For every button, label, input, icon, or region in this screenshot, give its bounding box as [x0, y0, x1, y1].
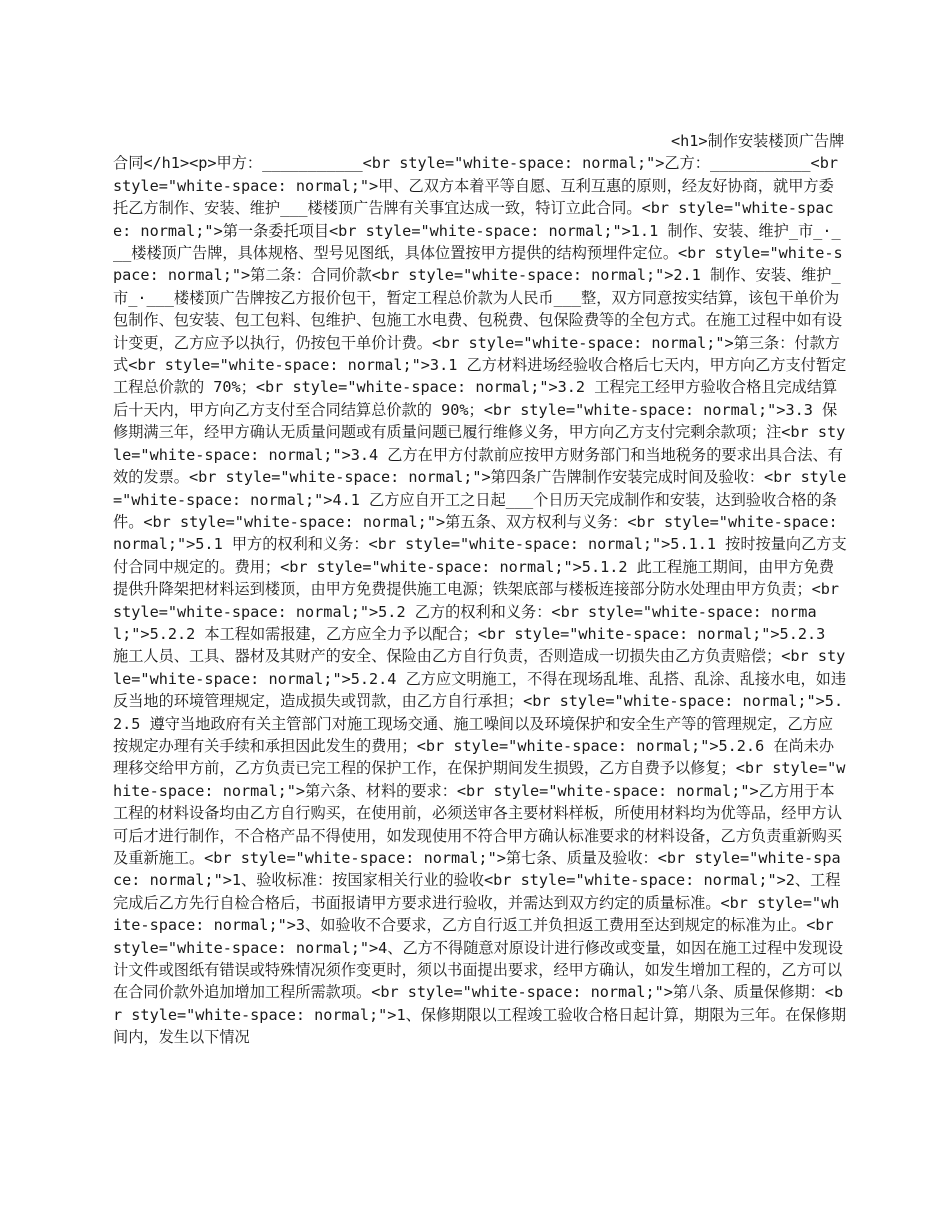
contract-body-text: <h1>制作安装楼顶广告牌合同</h1><p>甲方：___________<br style="white-space: normal;">乙方：___________<br style="white-space: normal;">甲、乙双方本着平等自愿、互利互惠的原则，经友好协商，就甲方委托乙方制作、安装、维护___楼楼顶广告牌有关事宜达成一致，特订立此合同。<br style="white-space: normal;">第一条委托项目<br style="white-space: normal;">1.1 制作、安装、维护_市_·___楼楼顶广告牌，具体规格、型号见图纸，具体位置按甲方提供的结构预埋件定位。<br style="white-space: normal;">第二条：合同价款<br style="white-space: normal;">2.1 制作、安装、维护_市_·___楼楼顶广告牌按乙方报价包干，暂定工程总价款为人民币___整，双方同意按实结算，该包干单价为包制作、包安装、包工包料、包维护、包施工水电费、包税费、包保险费等的全包方式。在施工过程中如有设计变更，乙方应予以执行，仍按包干单价计费。<br style="white-space: normal;">第三条：付款方式<br style="white-space: normal;">3.1 乙方材料进场经验收合格后七天内，甲方向乙方支付暂定工程总价款的 70%；<br style="white-space: normal;">3.2 工程完工经甲方验收合格且完成结算后十天内，甲方向乙方支付至合同结算总价款的 90%；<br style="white-space: normal;">3.3 保修期满三年，经甲方确认无质量问题或有质量问题已履行维修义务，甲方向乙方支付完剩余款项；注<br style="white-space: normal;">3.4 乙方在甲方付款前应按甲方财务部门和当地税务的要求出具合法、有效的发票。<br style="white-space: normal;">第四条广告牌制作安装完成时间及验收：<br style="white-space: normal;">4.1 乙方应自开工之日起___个日历天完成制作和安装，达到验收合格的条件。<br style="white-space: normal;">第五条、双方权利与义务：<br style="white-space: normal;">5.1 甲方的权利和义务：<br style="white-space: normal;">5.1.1 按时按量向乙方支付合同中规定的。费用；<br style="white-space: normal;">5.1.2 此工程施工期间，由甲方免费提供升降架把材料运到楼顶，由甲方免费提供施工电源；铁架底部与楼板连接部分防水处理由甲方负责；<br style="white-space: normal;">5.2 乙方的权利和义务：<br style="white-space: normal;">5.2.2 本工程如需报建，乙方应全力予以配合；<br style="white-space: normal;">5.2.3 施工人员、工具、器材及其财产的安全、保险由乙方自行负责，否则造成一切损失由乙方负责赔偿；<br style="white-space: normal;">5.2.4 乙方应文明施工，不得在现场乱堆、乱搭、乱涂、乱接水电，如违反当地的环境管理规定，造成损失或罚款，由乙方自行承担；<br style="white-space: normal;">5.2.5 遵守当地政府有关主管部门对施工现场交通、施工噪间以及环境保护和安全生产等的管理规定，乙方应按规定办理有关手续和承担因此发生的费用；<br style="white-space: normal;">5.2.6 在尚未办理移交给甲方前，乙方负责已完工程的保护工作，在保护期间发生损毁，乙方自费予以修复；<br style="white-space: normal;">第六条、材料的要求：<br style="white-space: normal;">乙方用于本工程的材料设备均由乙方自行购买，在使用前，必须送审各主要材料样板，所使用材料均为优等品，经甲方认可后才进行制作，不合格产品不得使用，如发现使用不符合甲方确认标准要求的材料设备，乙方负责重新购买及重新施工。<br style="white-space: normal;">第七条、质量及验收：<br style="white-space: normal;">1、验收标准：按国家相关行业的验收<br style="white-space: normal;">2、工程完成后乙方先行自检合格后，书面报请甲方要求进行验收，并需达到双方约定的质量标准。<br style="white-space: normal;">3、如验收不合要求，乙方自行返工并负担返工费用至达到规定的标准为止。<br style="white-space: normal;">4、乙方不得随意对原设计进行修改或变量，如因在施工过程中发现设计文件或图纸有错误或特殊情况须作变更时，须以书面提出要求，经甲方确认，如发生增加工程的，乙方可以在合同价款外追加增加工程所需款项。<br style="white-space: normal;">第八条、质量保修期：<br style="white-space: normal;">1、保修期限以工程竣工验收合格日起计算，期限为三年。在保修期间内，发生以下情况: [113, 132, 847, 1047]
